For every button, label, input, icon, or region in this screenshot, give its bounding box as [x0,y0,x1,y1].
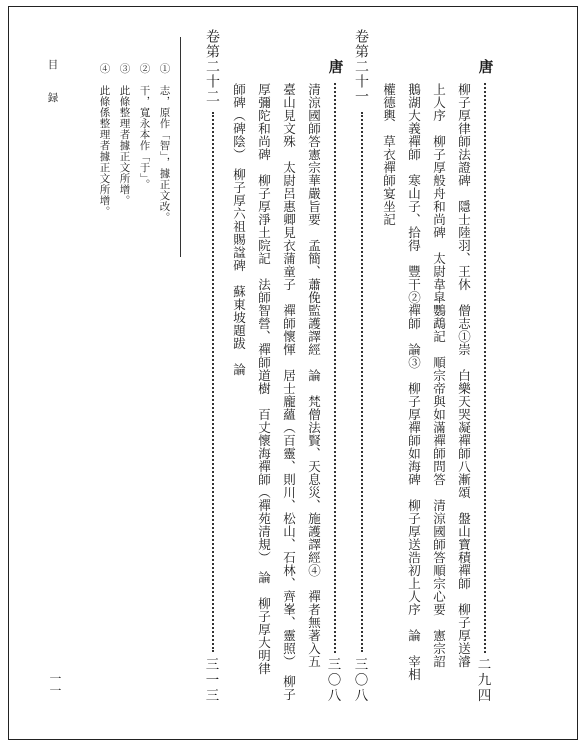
footnote-1: ① 志，原作「智」，據正文改。 [158,63,171,223]
dynasty-header-tang-2: 唐 [326,59,344,74]
toc-line-1-3: 鵝湖大義禪師 寒山子、拾得 豐干②禪師 論③ 柳子厚禪師如海碑 柳子厚送浩初上人序 論 宰相 [406,83,422,681]
dynasty-header-tang-1: 唐 [476,59,494,74]
footnote-4: ④ 此條係整理者據正文所增。 [98,63,111,217]
footnote-3: ③ 此條整理者據正文所增。 [118,63,131,206]
section-label: 目 録 [46,59,59,109]
page-number-3: 三〇八 [324,657,341,704]
leader-dots-4 [212,112,214,652]
volume-title-21: 卷第二十一 [353,29,369,104]
toc-line-2-4: 師碑（碑陰） 柳子厚六祖賜諡碑 蘇東坡題跋 論 [231,83,247,376]
footnote-2: ② 干，寬永本作「于」。 [138,63,151,190]
leader-dots-3 [334,83,336,653]
book-page [8,6,578,740]
page-number-1: 二九四 [474,657,491,704]
toc-line-1-1: 柳子厚律師法證碑 隱士陸羽、王休 僧志①崇 白樂天哭凝禪師八漸頌 盤山寶積禪師 柳子厚送濬 [456,83,472,668]
toc-line-1-4: 權德輿 草衣禪師宴坐記 [381,83,397,226]
toc-line-2-2: 臺山見文殊 太尉呂惠卿見衣蒲童子 禪師懷惲 居士龐蘊（百靈、則川、松山、石林、齊峯、靈照） 柳子 [281,83,297,701]
volume-title-22: 卷第二十二 [204,29,220,104]
leader-dots-2 [361,112,363,652]
page-number-4: 三一三 [202,657,219,704]
leader-dots-1 [484,83,486,653]
folio-number: 一一 [48,672,62,696]
footnote-divider [180,37,181,257]
toc-line-2-3: 厚彌陀和尚碑 柳子厚淨土院記 法師智營、禪師道樹 百丈懷海禪師（禪苑清規） 論 柳子厚大明律 [256,83,272,675]
page-number-2: 三〇八 [351,657,368,704]
toc-line-1-2: 上人序 柳子厚般舟和尚碑 太尉韋皐鸚鵡記 順宗帝與如滿禪師問答 清涼國師答順宗心要 憲宗詔 [431,83,447,668]
toc-line-2-1: 清涼國師答憲宗華嚴旨要 孟簡、蕭俛監護譯經 論 梵僧法賢、天息災、施護譯經④ 禪者無著入五 [306,83,322,668]
